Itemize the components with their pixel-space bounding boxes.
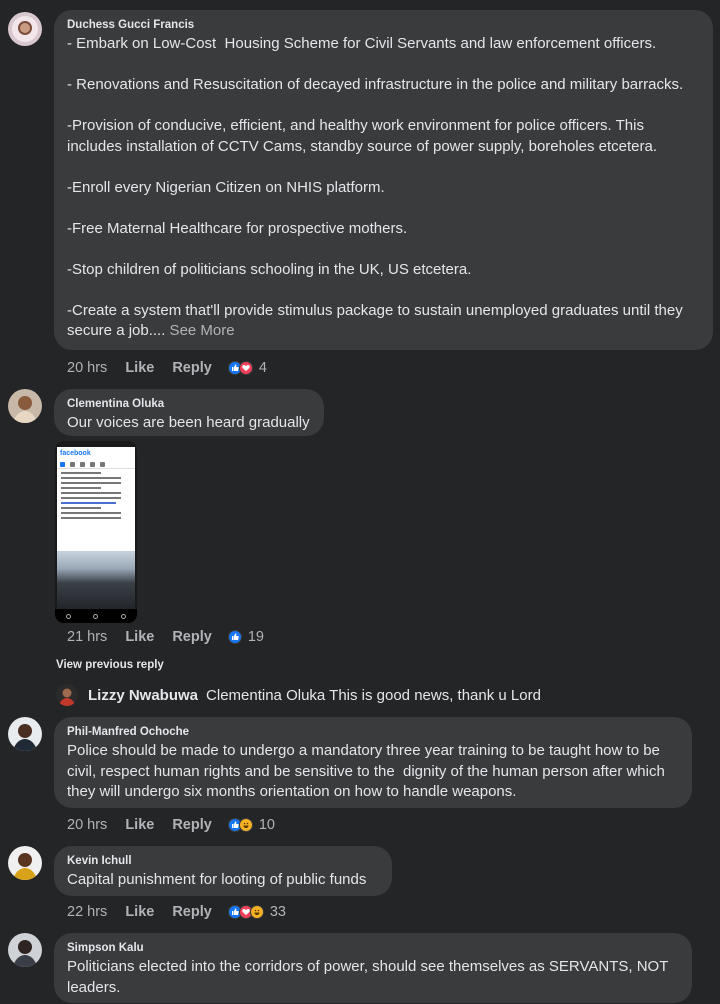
avatar[interactable] xyxy=(8,389,42,423)
see-more-link[interactable]: See More xyxy=(165,322,235,339)
like-button[interactable]: Like xyxy=(125,360,155,376)
reply-text: Clementina Oluka This is good news, thank u Lord xyxy=(206,686,541,704)
reactions-summary[interactable] xyxy=(228,904,286,920)
like-button[interactable]: Like xyxy=(125,904,155,920)
avatar[interactable] xyxy=(8,12,42,46)
comment-text: -Provision of conducive, efficient, and healthy work environment for police officers. This includes installation of CCTV Cams, standby source of power supply, boreholes etcetera. xyxy=(67,117,658,155)
comment-text: Our voices are been heard gradually xyxy=(67,414,310,431)
reaction-count: 19 xyxy=(247,629,264,645)
comment-bubble xyxy=(54,933,692,1003)
comment-bubble xyxy=(54,717,692,808)
comment-text: Politicians elected into the corridors of power, should see themselves as SERVANTS, NOT leaders. xyxy=(67,958,673,996)
comment-bubble xyxy=(54,10,713,350)
phone-nav-bar xyxy=(55,609,137,623)
attachment-screen xyxy=(57,447,135,609)
reply-button[interactable]: Reply xyxy=(172,360,212,376)
comment-text: - Renovations and Resuscitation of decayed infrastructure in the police and military barracks. xyxy=(67,76,684,93)
reply-button[interactable]: Reply xyxy=(172,904,212,920)
comment-author[interactable]: Kevin Ichull xyxy=(67,855,132,867)
avatar[interactable] xyxy=(8,846,42,880)
comment-actions xyxy=(67,627,264,647)
comment-actions xyxy=(67,902,286,922)
comment-actions xyxy=(67,358,267,378)
comment-text: -Enroll every Nigerian Citizen on NHIS platform. xyxy=(67,178,385,196)
reply-button[interactable]: Reply xyxy=(172,629,212,645)
comment-author[interactable]: Duchess Gucci Francis xyxy=(67,19,195,31)
comment-actions xyxy=(67,815,275,835)
comment-text: - Embark on Low-Cost Housing Scheme for Civil Servants and law enforcement officers. xyxy=(67,35,657,52)
avatar[interactable] xyxy=(56,684,78,706)
comment-author[interactable]: Phil-Manfred Ochoche xyxy=(67,726,190,738)
reactions-summary[interactable] xyxy=(228,360,267,376)
like-reaction-icon xyxy=(228,630,242,644)
crowd-photo xyxy=(57,551,135,609)
comment-text: Police should be made to undergo a mandatory three year training to be taught how to be civil, respect human rights and be sensitive to the dignity of the human person after which they will undergo six months orientation on how to handle weapons. xyxy=(67,742,669,800)
image-attachment[interactable] xyxy=(55,441,137,623)
comment-text-tail: -Create a system that'll provide stimulus package to sustain unemployed graduates until they secure a job.... xyxy=(67,301,687,339)
timestamp[interactable]: 22 hrs xyxy=(67,904,108,920)
timestamp[interactable]: 20 hrs xyxy=(67,817,108,833)
comment-text: -Stop children of politicians schooling in the UK, US etcetera. xyxy=(67,260,472,278)
reply-button[interactable]: Reply xyxy=(172,817,212,833)
love-reaction-icon xyxy=(239,361,253,375)
haha-reaction-icon xyxy=(239,818,253,832)
like-button[interactable]: Like xyxy=(125,817,155,833)
timestamp[interactable]: 20 hrs xyxy=(67,360,108,376)
reactions-summary[interactable] xyxy=(228,817,275,833)
like-button[interactable]: Like xyxy=(125,629,155,645)
view-previous-reply-link[interactable]: View previous reply xyxy=(56,659,164,671)
comment-bubble xyxy=(54,846,392,896)
comment-text: Capital punishment for looting of public funds xyxy=(67,871,367,888)
comment-text xyxy=(67,301,701,342)
comment-bubble xyxy=(54,389,324,436)
reaction-count: 33 xyxy=(269,904,286,920)
reply-preview[interactable] xyxy=(56,684,541,706)
comment-author[interactable]: Clementina Oluka xyxy=(67,398,165,410)
haha-reaction-icon xyxy=(250,905,264,919)
reaction-count: 4 xyxy=(258,360,267,376)
reaction-count: 10 xyxy=(258,817,275,833)
comment-text: -Free Maternal Healthcare for prospective mothers. xyxy=(67,219,408,237)
attachment-app-name: facebook xyxy=(57,447,135,461)
avatar[interactable] xyxy=(8,933,42,967)
attachment-nav-icons xyxy=(57,461,135,469)
avatar[interactable] xyxy=(8,717,42,751)
comment-author[interactable]: Simpson Kalu xyxy=(67,942,144,954)
reactions-summary[interactable] xyxy=(228,629,264,645)
timestamp[interactable]: 21 hrs xyxy=(67,629,108,645)
reply-author[interactable]: Lizzy Nwabuwa xyxy=(88,686,199,704)
